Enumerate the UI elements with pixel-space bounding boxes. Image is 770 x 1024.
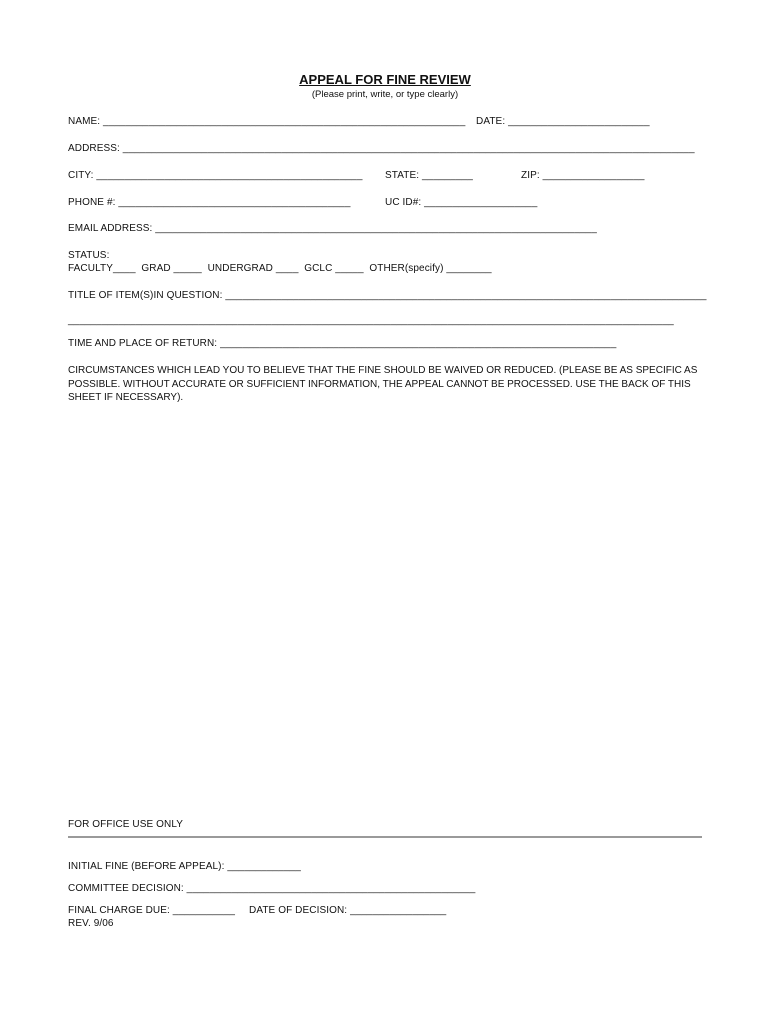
name-field[interactable]: NAME: ________________________________________________________________ xyxy=(68,116,466,127)
time-place-field[interactable]: TIME AND PLACE OF RETURN: ______________________________________________________________________ xyxy=(68,338,617,349)
phone-field[interactable]: PHONE #: _________________________________________ xyxy=(68,197,351,208)
revision-label: REV. 9/06 xyxy=(68,918,114,929)
form-title xyxy=(0,72,770,87)
form-title-text: APPEAL FOR FINE REVIEW xyxy=(299,72,471,87)
office-use-heading: FOR OFFICE USE ONLY xyxy=(68,819,184,830)
initial-fine-field[interactable]: INITIAL FINE (BEFORE APPEAL): _____________ xyxy=(68,861,301,872)
date-field[interactable]: DATE: _________________________ xyxy=(476,116,650,127)
zip-field[interactable]: ZIP: __________________ xyxy=(521,170,645,181)
ucid-field[interactable]: UC ID#: ____________________ xyxy=(385,197,538,208)
item-title-field-line2[interactable]: ___________________________________________________________________________________________________________ xyxy=(68,315,674,326)
status-options[interactable]: FACULTY____ GRAD _____ UNDERGRAD ____ GCLC _____ OTHER(specify) ________ xyxy=(68,263,492,274)
state-field[interactable]: STATE: _________ xyxy=(385,170,473,181)
date-of-decision-field[interactable]: DATE OF DECISION: _________________ xyxy=(249,905,447,916)
address-field[interactable]: ADDRESS: _____________________________________________________________________________________________________ xyxy=(68,143,695,154)
email-field[interactable]: EMAIL ADDRESS: ______________________________________________________________________________ xyxy=(68,223,597,234)
circumstances-instructions: CIRCUMSTANCES WHICH LEAD YOU TO BELIEVE THAT THE FINE SHOULD BE WAIVED OR REDUCED. (PLEASE BE AS SPECIFIC AS POSSIBLE. WITHOUT ACCURATE OR SUFFICIENT INFORMATION, THE APPEAL CANNOT BE PROCESSED. USE THE BACK OF THIS SHEET IF NECESSARY). xyxy=(68,365,698,403)
item-title-field[interactable]: TITLE OF ITEM(S)IN QUESTION: _____________________________________________________________________________________ xyxy=(68,290,707,301)
city-field[interactable]: CITY: _______________________________________________ xyxy=(68,170,363,181)
status-label: STATUS: xyxy=(68,250,110,261)
committee-decision-field[interactable]: COMMITTEE DECISION: ___________________________________________________ xyxy=(68,883,476,894)
form-subtitle: (Please print, write, or type clearly) xyxy=(311,89,459,100)
office-use-divider xyxy=(68,836,702,838)
final-charge-field[interactable]: FINAL CHARGE DUE: ___________ xyxy=(68,905,236,916)
